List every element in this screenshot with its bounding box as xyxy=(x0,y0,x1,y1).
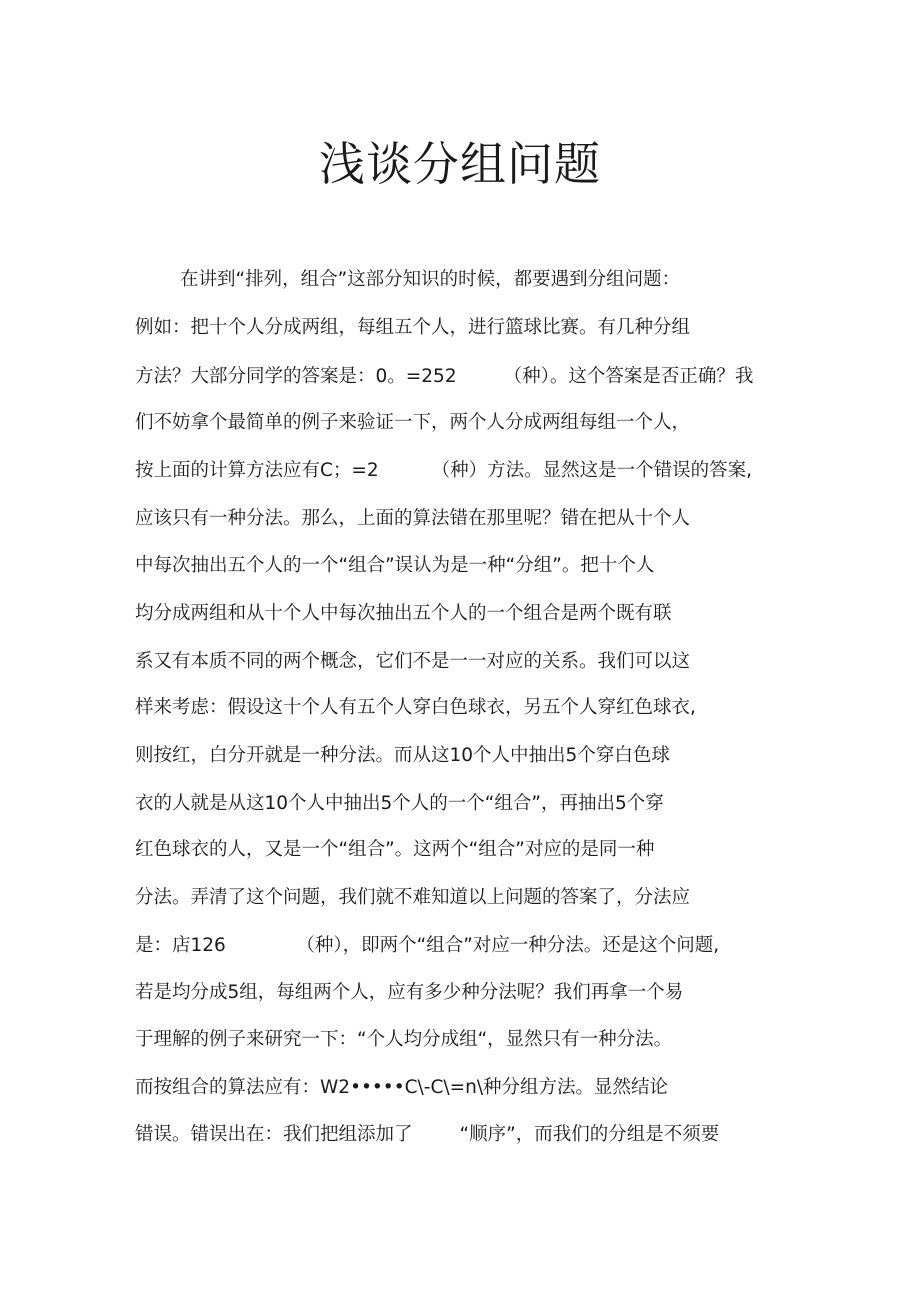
paragraph-line: 方法？大部分同学的答案是：0。=252 （种）。这个答案是否正确？我 xyxy=(135,366,754,387)
paragraph-line: 应该只有一种分法。那么，上面的算法错在那里呢？错在把从十个人 xyxy=(135,508,691,529)
paragraph-line: 们不妨拿个最简单的例子来验证一下，两个人分成两组每组一个人， xyxy=(135,412,691,433)
paragraph-line: 均分成两组和从十个人中每次抽出五个人的一个组合是两个既有联 xyxy=(135,603,672,624)
paragraph-line: 中每次抽出五个人的一个“组合”误认为是一种“分组”。把十个人 xyxy=(135,555,655,576)
paragraph-line: 按上面的计算方法应有C；=2 （种）方法。显然这是一个错误的答案, xyxy=(135,460,752,481)
paragraph-line: 分法。弄清了这个问题，我们就不难知道以上问题的答案了，分法应 xyxy=(135,887,691,908)
paragraph-line: 若是均分成5组，每组两个人，应有多少种分法呢？我们再拿一个易 xyxy=(135,982,684,1003)
paragraph-line: 而按组合的算法应有：W2•••••C\-C\=n\种分组方法。显然结论 xyxy=(135,1077,669,1098)
paragraph-line: 是：店126 （种），即两个“组合”对应一种分法。还是这个问题, xyxy=(135,935,720,956)
paragraph-line: 于理解的例子来研究一下：“个人均分成组“，显然只有一种分法。 xyxy=(135,1029,673,1050)
paragraph-line: 例如：把十个人分成两组，每组五个人，进行篮球比赛。有几种分组 xyxy=(135,317,691,338)
paragraph-line: 则按红，白分开就是一种分法。而从这10个人中抽出5个穿白色球 xyxy=(135,745,670,766)
document-title: 浅谈分组问题 xyxy=(319,137,601,191)
paragraph-line: 在讲到“排列，组合”这部分知识的时候，都要遇到分组问题： xyxy=(180,269,681,290)
paragraph-line: 衣的人就是从这10个人中抽出5个人的一个“组合”，再抽出5个穿 xyxy=(135,793,664,814)
paragraph-line: 样来考虑：假设这十个人有五个人穿白色球衣，另五个人穿红色球衣, xyxy=(135,697,696,718)
paragraph-line: 红色球衣的人，又是一个“组合”。这两个“组合”对应的是同一种 xyxy=(135,839,655,860)
paragraph-line: 错误。错误出在：我们把组添加了 “顺序”，而我们的分组是不须要 xyxy=(135,1124,720,1145)
paragraph-line: 系又有本质不同的两个概念，它们不是一一对应的关系。我们可以这 xyxy=(135,651,691,672)
